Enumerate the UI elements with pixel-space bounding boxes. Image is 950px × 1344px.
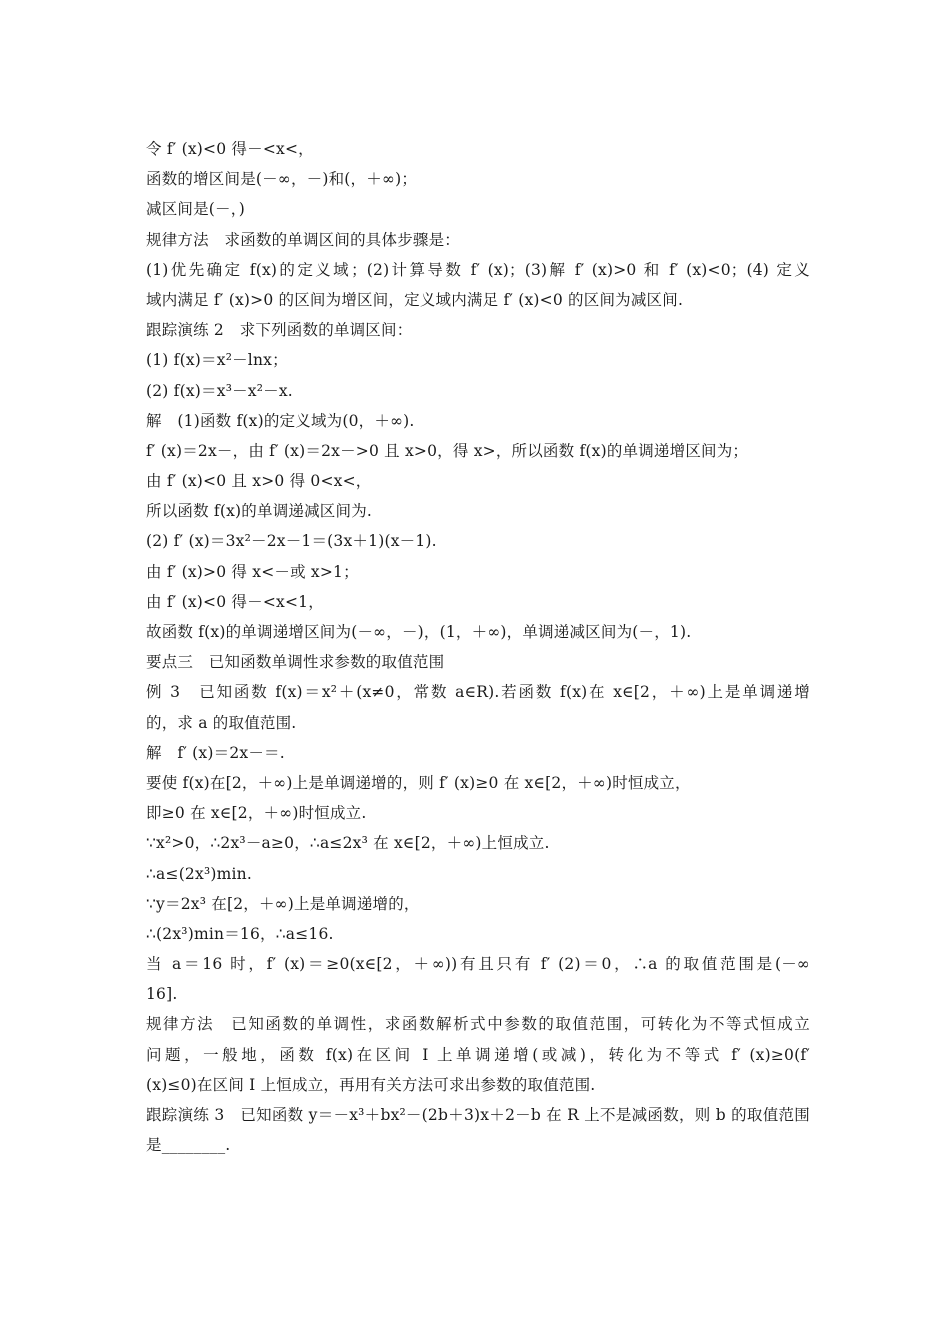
text-line: ∵x²>0，∴2x³－a≥0，∴a≤2x³ 在 x∈[2，＋∞)上恒成立. xyxy=(146,834,550,853)
text-line: (1) f(x)＝x²－lnx； xyxy=(146,351,288,370)
text-line: 由 f′ (x)<0 得－<x<1， xyxy=(146,592,324,611)
text-line: 的，求 a 的取值范围. xyxy=(146,713,297,732)
text-line: 域内满足 f′ (x)>0 的区间为增区间，定义域内满足 f′ (x)<0 的区间为减区间. xyxy=(146,290,684,309)
text-line: ∴(2x³)min＝16，∴a≤16. xyxy=(146,924,334,943)
text-line: 由 f′ (x)<0 且 x>0 得 0<x<， xyxy=(146,472,372,491)
answer-blank-line: 是________. xyxy=(146,1136,231,1155)
text-line: 所以函数 f(x)的单调递减区间为. xyxy=(146,502,373,521)
solution-line: 解 (1)函数 f(x)的定义域为(0，＋∞). xyxy=(146,411,415,430)
text-line: ∵y＝2x³ 在[2，＋∞)上是单调递增的， xyxy=(146,894,420,913)
text-line: (1)优先确定 f(x)的定义域；(2)计算导数 f′ (x)；(3)解 f′ (x)>0 和 f′ (x)<0；(4) 定义 xyxy=(146,260,810,279)
section-heading-method: 规律方法 求函数的单调区间的具体步骤是： xyxy=(146,230,461,249)
text-line: 问题，一般地，函数 f(x)在区间 I 上单调递增(或减)，转化为不等式 f′ (x)≥0(f′ xyxy=(146,1045,810,1064)
text-line: 要使 f(x)在[2，＋∞)上是单调递增的，则 f′ (x)≥0 在 x∈[2，＋∞)时恒成立， xyxy=(146,773,691,792)
text-line: 由 f′ (x)>0 得 x<－或 x>1； xyxy=(146,562,359,581)
text-line: 当 a＝16 时，f′ (x)＝≥0(x∈[2，＋∞))有且只有 f′ (2)＝0，∴a 的取值范围是(－∞ xyxy=(146,955,810,974)
exercise-heading: 跟踪演练 3 已知函数 y＝－x³＋bx²－(2b＋3)x＋2－b 在 R 上不是减函数，则 b 的取值范围 xyxy=(146,1106,810,1124)
document-body xyxy=(146,134,810,1160)
section-heading-key-point: 要点三 已知函数单调性求参数的取值范围 xyxy=(146,653,445,672)
section-heading-method: 规律方法 已知函数的单调性，求函数解析式中参数的取值范围，可转化为不等式恒成立 xyxy=(146,1015,810,1034)
text-line: 减区间是(－，) xyxy=(146,200,245,219)
text-line: 即≥0 在 x∈[2，＋∞)时恒成立. xyxy=(146,804,367,823)
text-line: 16]. xyxy=(146,985,178,1004)
text-line: (2) f′ (x)＝3x²－2x－1＝(3x＋1)(x－1). xyxy=(146,532,437,551)
text-line: f′ (x)＝2x－，由 f′ (x)＝2x－>0 且 x>0，得 x>，所以函数 f(x)的单调递增区间为； xyxy=(146,441,749,460)
text-line: (2) f(x)＝x³－x²－x. xyxy=(146,381,293,400)
text-line: ∴a≤(2x³)min. xyxy=(146,864,252,883)
exercise-heading: 跟踪演练 2 求下列函数的单调区间： xyxy=(146,321,413,340)
text-line: 令 f′ (x)<0 得－<x<， xyxy=(146,140,314,158)
text-line: 函数的增区间是(－∞，－)和(，＋∞)； xyxy=(146,170,418,189)
text-line: (x)≤0)在区间 I 上恒成立，再用有关方法可求出参数的取值范围. xyxy=(146,1075,596,1094)
solution-line: 解 f′ (x)＝2x－＝. xyxy=(146,743,285,762)
text-line: 故函数 f(x)的单调递增区间为(－∞，－)，(1，＋∞)，单调递减区间为(－，1). xyxy=(146,623,692,641)
example-heading: 例 3 已知函数 f(x)＝x²＋(x≠0，常数 a∈R).若函数 f(x)在 x∈[2，＋∞)上是单调递增 xyxy=(146,683,810,702)
